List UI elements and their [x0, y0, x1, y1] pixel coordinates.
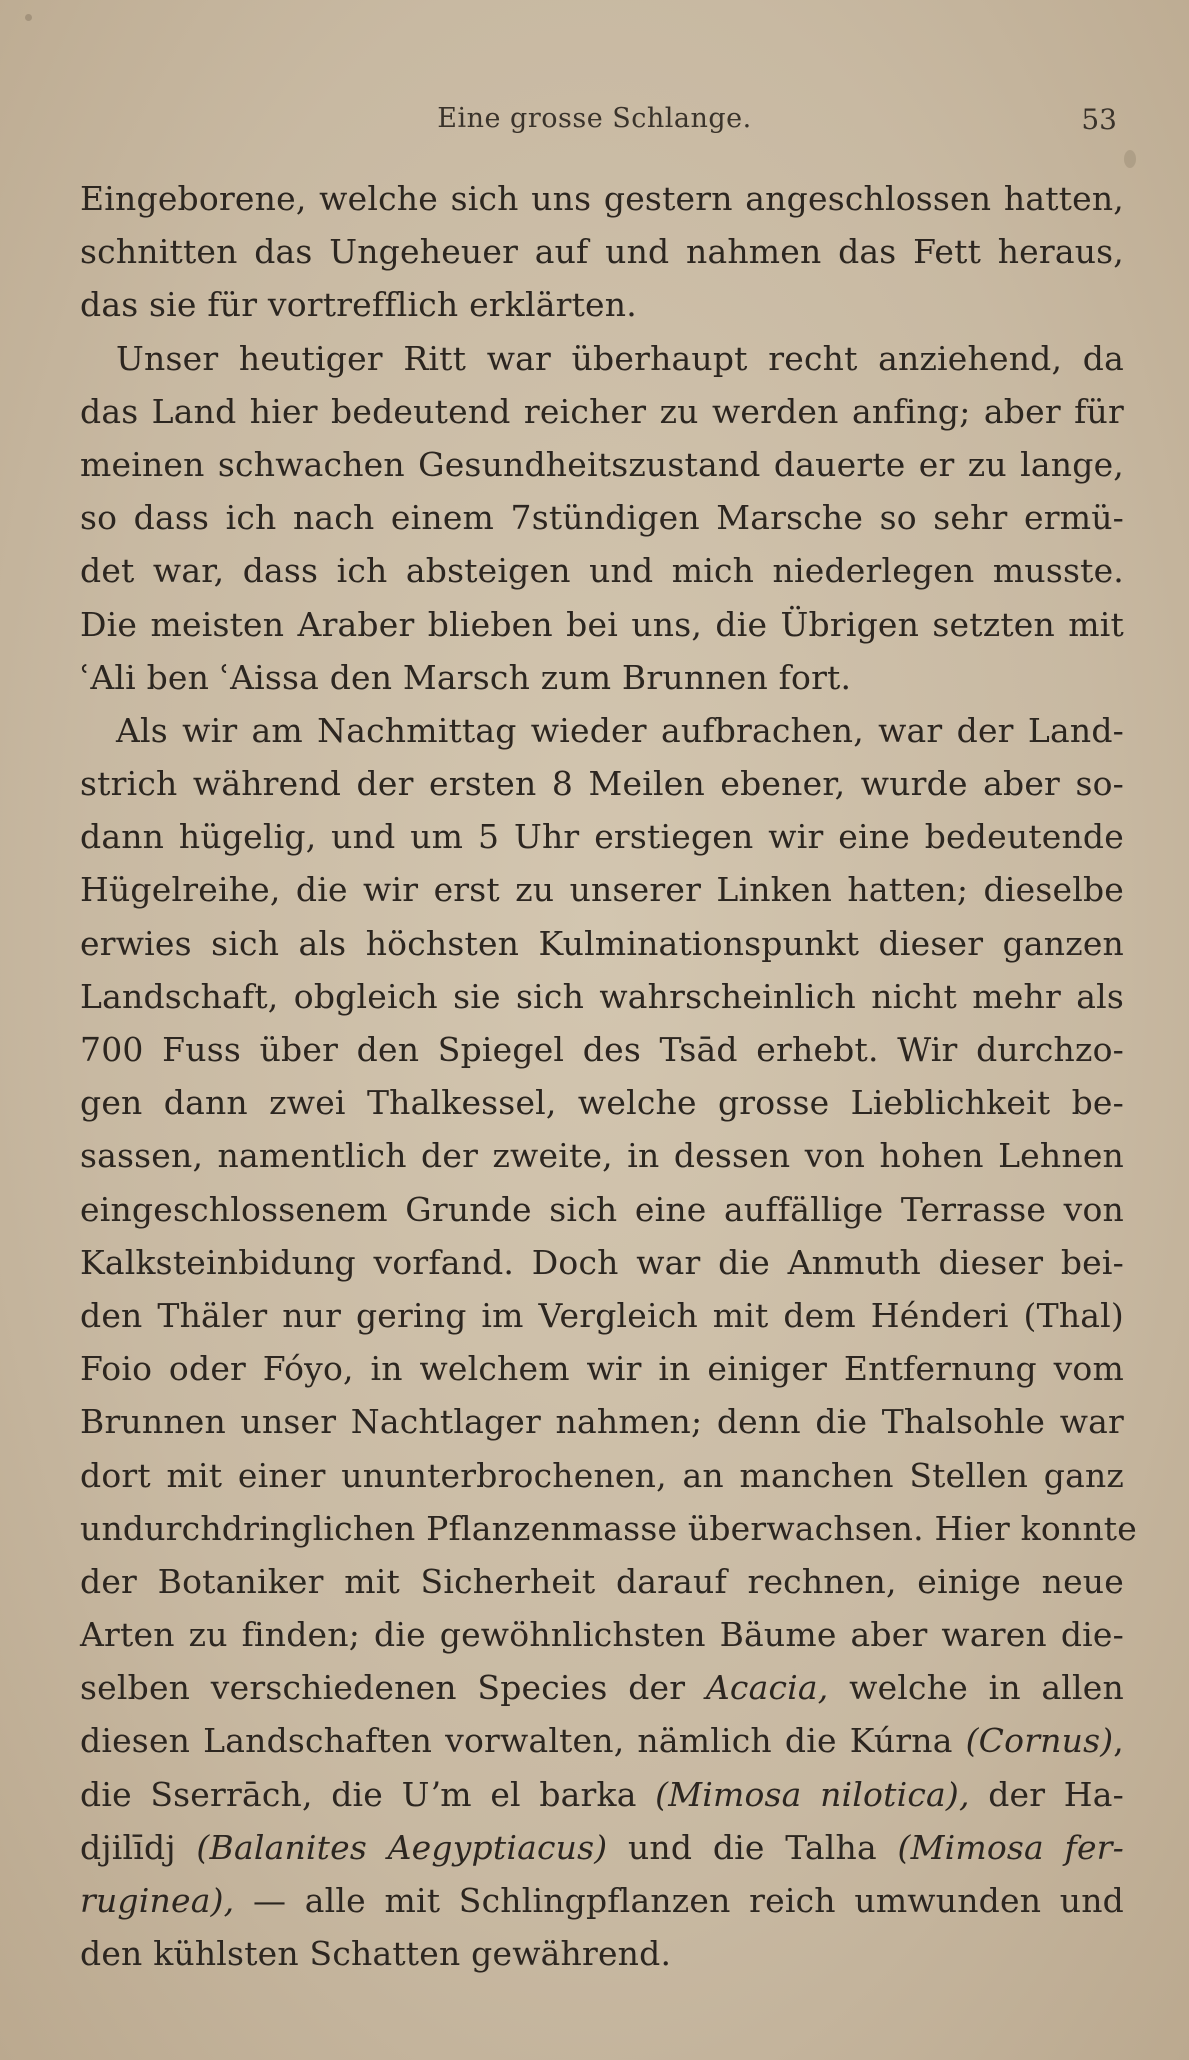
- text-line: det war, dass ich absteigen und mich niederlegen musste.: [80, 551, 1124, 591]
- text-line: Die meisten Araber blieben bei uns, die Übrigen setzten mit: [80, 604, 1124, 644]
- text-line: Eingeborene, welche sich uns gestern angeschlossen hatten,: [80, 179, 1124, 218]
- text-line: sassen, namentlich der zweite, in dessen von hohen Lehnen: [80, 1136, 1124, 1176]
- text-line: gen dann zwei Thalkessel, welche grosse Lieblichkeit be-: [80, 1083, 1124, 1123]
- text-line: selben verschiedenen Species der Acacia, welche in allen: [80, 1668, 1124, 1708]
- text-line: schnitten das Ungeheuer auf und nahmen das Fett heraus,: [80, 232, 1124, 272]
- text-line: meinen schwachen Gesundheitszustand dauerte er zu lange,: [80, 444, 1124, 484]
- text-line: Landschaft, obgleich sie sich wahrscheinlich nicht mehr als: [80, 976, 1124, 1016]
- text-line: Kalksteinbidung vorfand. Doch war die Anmuth dieser bei-: [80, 1242, 1124, 1282]
- text-line: dort mit einer ununterbrochenen, an manchen Stellen ganz: [80, 1455, 1124, 1495]
- text-line: das sie für vortrefflich erklärten.: [80, 285, 637, 325]
- text-line: 700 Fuss über den Spiegel des Tsād erhebt. Wir durchzo-: [80, 1030, 1124, 1069]
- page-header: [0, 103, 1189, 143]
- text-line: Arten zu finden; die gewöhnlichsten Bäume aber waren die-: [80, 1615, 1124, 1655]
- ink-speck: [1124, 150, 1136, 168]
- text-line: ruginea), — alle mit Schlingpflanzen reich umwunden und: [80, 1881, 1124, 1920]
- page-number: 53: [1081, 103, 1117, 136]
- text-line: Hügelreihe, die wir erst zu unserer Linken hatten; dieselbe: [80, 870, 1124, 910]
- text-line: Als wir am Nachmittag wieder aufbrachen, war der Land-: [116, 710, 1124, 750]
- text-line: Unser heutiger Ritt war überhaupt recht anziehend, da: [116, 338, 1124, 378]
- text-line: die Sserrāch, die Uʼm el barka (Mimosa nilotica), der Ha-: [80, 1774, 1124, 1814]
- text-line: erwies sich als höchsten Kulminationspunkt dieser ganzen: [80, 923, 1124, 963]
- text-line: dann hügelig, und um 5 Uhr erstiegen wir eine bedeutende: [80, 817, 1124, 857]
- text-line: der Botaniker mit Sicherheit darauf rechnen, einige neue: [80, 1561, 1124, 1601]
- ink-speck: [25, 14, 32, 21]
- text-line: das Land hier bedeutend reicher zu werden anfing; aber für: [80, 391, 1124, 431]
- text-line: diesen Landschaften vorwalten, nämlich die Kúrna (Cornus),: [80, 1721, 1124, 1761]
- text-line: undurchdringlichen Pflanzenmasse überwachsen. Hier konnte: [80, 1508, 1137, 1548]
- text-line: ʿAli ben ʿAissa den Marsch zum Brunnen fort.: [80, 657, 852, 697]
- text-line: strich während der ersten 8 Meilen ebener, wurde aber so-: [80, 764, 1124, 804]
- text-line: djilīdj (Balanites Aegyptiacus) und die Talha (Mimosa fer-: [80, 1827, 1125, 1867]
- running-title: Eine grosse Schlange.: [437, 103, 752, 134]
- text-line: Brunnen unser Nachtlager nahmen; denn die Thalsohle war: [80, 1402, 1124, 1442]
- text-line: den Thäler nur gering im Vergleich mit dem Hénderi (Thal): [80, 1295, 1124, 1335]
- text-line: so dass ich nach einem 7stündigen Marsche so sehr ermü-: [80, 498, 1124, 538]
- text-line: den kühlsten Schatten gewährend.: [80, 1934, 672, 1974]
- text-line: Foio oder Fóyo, in welchem wir in einiger Entfernung vom: [80, 1349, 1124, 1389]
- text-line: eingeschlossenem Grunde sich eine auffällige Terrasse von: [80, 1189, 1124, 1229]
- body-text: [80, 172, 1137, 1980]
